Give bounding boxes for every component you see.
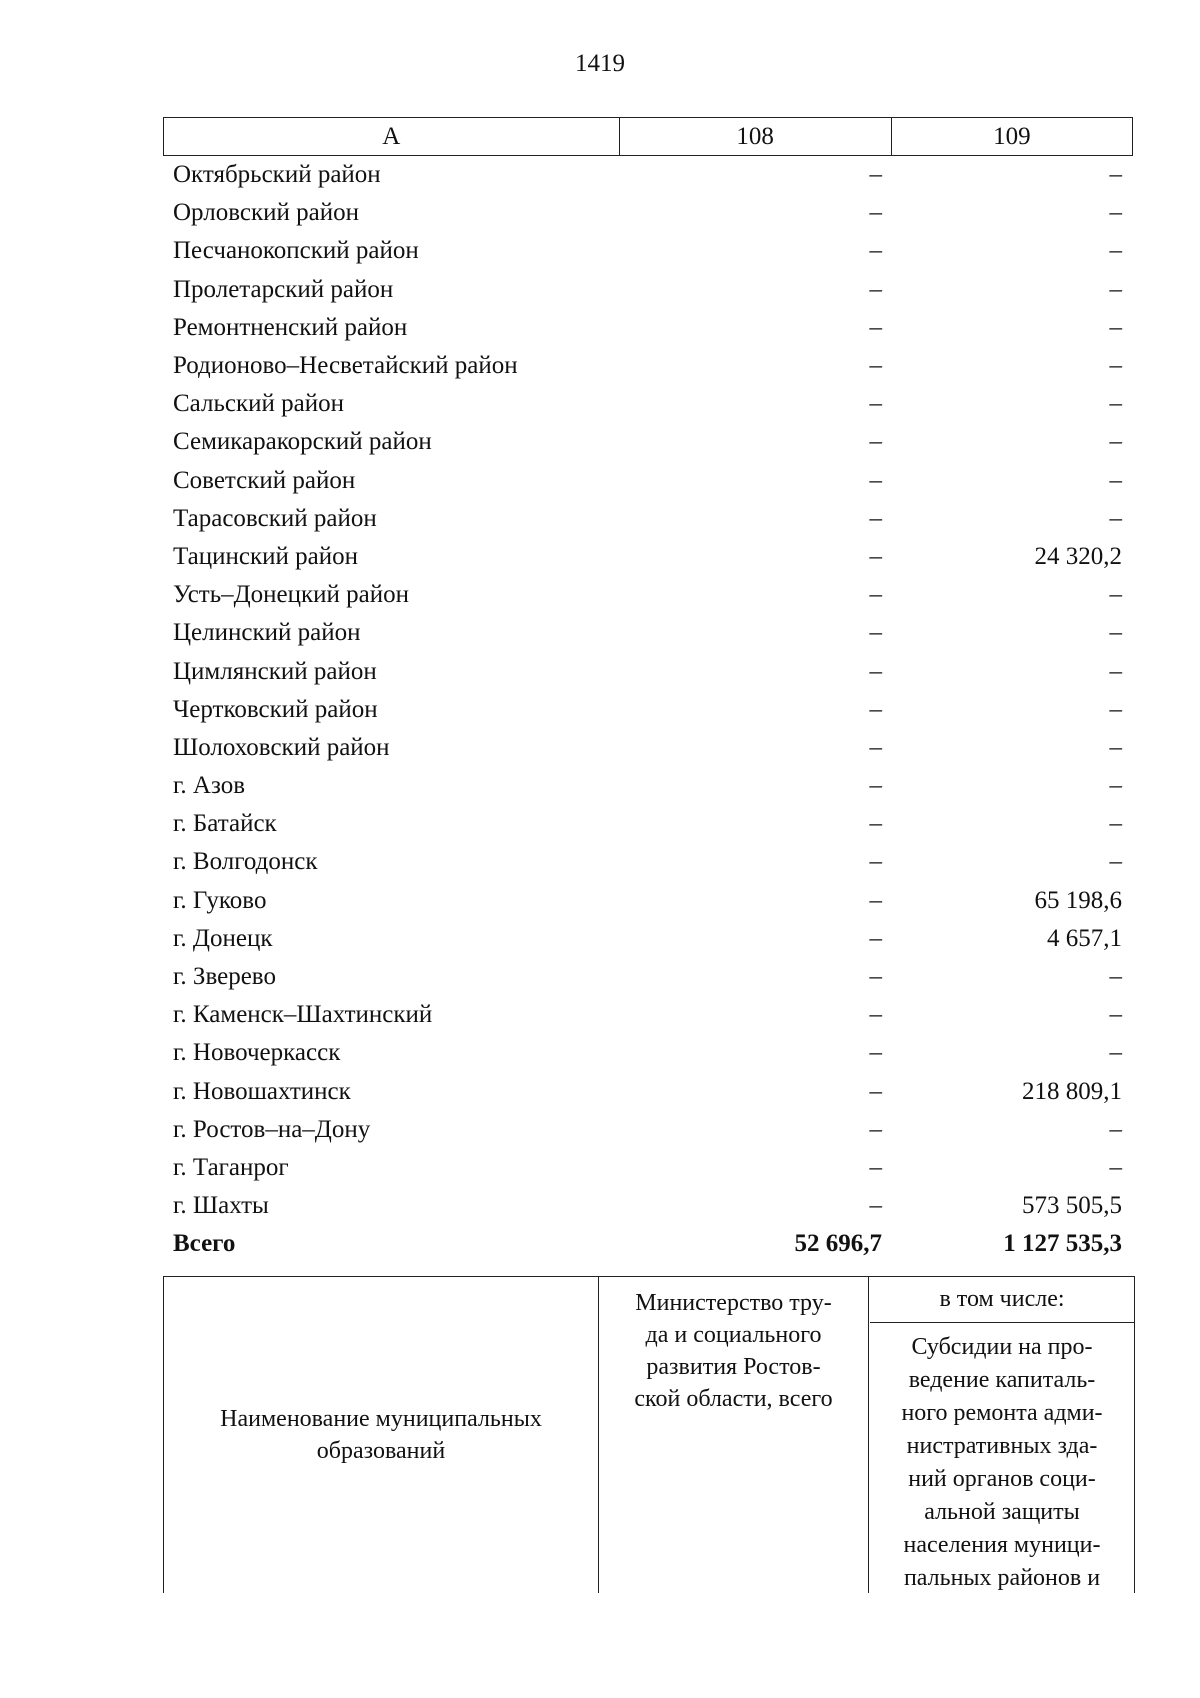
table-row	[163, 271, 1133, 309]
value-108: 52 696,7	[794, 1230, 882, 1258]
value-108: –	[869, 1192, 882, 1220]
column-header-109: 109	[891, 118, 1132, 156]
value-108: –	[869, 199, 882, 227]
value-108: –	[869, 504, 882, 532]
header-line: Субсидии на про-	[911, 1334, 1093, 1360]
table-row	[163, 691, 1133, 729]
municipality-name: Семикаракорский район	[173, 428, 432, 456]
table-row	[163, 538, 1133, 576]
table-row	[163, 882, 1133, 920]
municipality-name: Орловский район	[173, 199, 359, 227]
municipality-name-header	[164, 1277, 599, 1593]
value-108: –	[869, 963, 882, 991]
value-109: –	[1109, 848, 1122, 876]
value-108: –	[869, 1115, 882, 1143]
value-108: –	[869, 810, 882, 838]
header-line: образований	[316, 1438, 446, 1464]
table-row	[163, 423, 1133, 461]
value-108: –	[869, 313, 882, 341]
page-number: 1419	[575, 50, 625, 77]
table-row	[163, 958, 1133, 996]
value-108: –	[869, 275, 882, 303]
header-line: альной защиты	[924, 1499, 1080, 1525]
value-108: –	[869, 581, 882, 609]
table-row	[163, 920, 1133, 958]
header-line: Министерство тру-	[635, 1290, 832, 1316]
column-header-table	[163, 117, 1133, 156]
value-109: –	[1109, 1115, 1122, 1143]
value-108: –	[869, 695, 882, 723]
value-108: –	[869, 1039, 882, 1067]
municipality-name: Усть–Донецкий район	[173, 581, 410, 609]
table-row	[163, 805, 1133, 843]
table-row	[163, 194, 1133, 232]
municipality-name: Сальский район	[173, 390, 344, 418]
municipality-name: Октябрьский район	[173, 161, 381, 189]
header-line: ного ремонта адми-	[901, 1400, 1103, 1426]
municipality-name: г. Волгодонск	[173, 848, 318, 876]
value-108: –	[869, 657, 882, 685]
table-row	[163, 1073, 1133, 1111]
value-109: –	[1109, 657, 1122, 685]
value-109: –	[1109, 810, 1122, 838]
value-109: –	[1109, 504, 1122, 532]
table-row	[163, 232, 1133, 270]
value-109: –	[1109, 275, 1122, 303]
municipality-name: г. Донецк	[173, 924, 273, 952]
value-109: –	[1109, 1001, 1122, 1029]
value-109: –	[1109, 161, 1122, 189]
header-line: населения муници-	[903, 1532, 1101, 1558]
value-108: –	[869, 1001, 882, 1029]
table-row	[163, 1187, 1133, 1225]
table-row	[163, 309, 1133, 347]
municipality-name: Песчанокопский район	[173, 237, 419, 265]
table-row	[163, 500, 1133, 538]
header-line: пальных районов и	[903, 1565, 1101, 1591]
table-row	[163, 1034, 1133, 1072]
municipality-name: Всего	[173, 1230, 236, 1258]
value-109: –	[1109, 428, 1122, 456]
table-row	[163, 843, 1133, 881]
header-line: ний органов соци-	[908, 1466, 1096, 1492]
header-line: да и социального	[645, 1322, 822, 1348]
value-109: –	[1109, 1153, 1122, 1181]
value-108: –	[869, 352, 882, 380]
table-row	[163, 347, 1133, 385]
value-108: –	[869, 466, 882, 494]
value-109: –	[1109, 352, 1122, 380]
municipality-name: г. Батайск	[173, 810, 277, 838]
municipality-name: г. Таганрог	[173, 1153, 289, 1181]
column-header-row	[164, 118, 1133, 156]
table-row	[163, 1149, 1133, 1187]
municipality-name: г. Азов	[173, 772, 246, 800]
value-109: 573 505,5	[1022, 1192, 1122, 1220]
municipality-name: г. Шахты	[173, 1192, 269, 1220]
municipality-name: г. Новошахтинск	[173, 1077, 351, 1105]
municipality-name: Чертковский район	[173, 695, 378, 723]
header-line: развития Ростов-	[646, 1354, 821, 1380]
value-108: –	[869, 542, 882, 570]
value-108: –	[869, 619, 882, 647]
header-line: ведение капиталь-	[908, 1367, 1096, 1393]
value-109: –	[1109, 619, 1122, 647]
municipality-name: Цимлянский район	[173, 657, 377, 685]
column-header-a: А	[164, 118, 620, 156]
subsidy-header	[870, 1323, 1134, 1593]
table-row	[163, 156, 1133, 194]
municipality-name: г. Зверево	[173, 963, 276, 991]
value-109: 218 809,1	[1022, 1077, 1122, 1105]
table-row	[163, 729, 1133, 767]
value-109: –	[1109, 772, 1122, 800]
value-109: 1 127 535,3	[1003, 1230, 1122, 1258]
value-109: –	[1109, 581, 1122, 609]
value-108: –	[869, 733, 882, 761]
table-row	[163, 1111, 1133, 1149]
municipality-name: Родионово–Несветайский район	[173, 352, 518, 380]
municipality-name: г. Новочеркасск	[173, 1039, 341, 1067]
table-row	[163, 767, 1133, 805]
total-row	[163, 1225, 1133, 1263]
header-line: Наименование муниципальных	[220, 1406, 542, 1432]
value-109: –	[1109, 466, 1122, 494]
header-line: ской области, всего	[634, 1386, 833, 1412]
value-108: –	[869, 161, 882, 189]
value-108: –	[869, 772, 882, 800]
municipality-name: Советский район	[173, 466, 356, 494]
header-line: нистративных зда-	[906, 1433, 1098, 1459]
value-109: –	[1109, 199, 1122, 227]
value-108: –	[869, 1153, 882, 1181]
value-109: –	[1109, 313, 1122, 341]
column-header-108: 108	[619, 118, 891, 156]
value-109: 24 320,2	[1034, 542, 1122, 570]
value-109: –	[1109, 695, 1122, 723]
table-row	[163, 652, 1133, 690]
value-108: –	[869, 390, 882, 418]
continuation-table-header	[163, 1276, 1135, 1593]
value-108: –	[869, 237, 882, 265]
municipality-name: Пролетарский район	[173, 275, 394, 303]
municipality-name: Ремонтненский район	[173, 313, 408, 341]
ministry-total-header	[599, 1277, 869, 1593]
table-row	[163, 996, 1133, 1034]
value-109: –	[1109, 390, 1122, 418]
value-109: –	[1109, 963, 1122, 991]
value-108: –	[869, 924, 882, 952]
municipality-name: Тацинский район	[173, 542, 358, 570]
data-rows	[163, 156, 1133, 1263]
municipality-name: Тарасовский район	[173, 504, 377, 532]
value-108: –	[869, 886, 882, 914]
table-row	[163, 462, 1133, 500]
value-108: –	[869, 848, 882, 876]
municipality-name: Целинский район	[173, 619, 361, 647]
table-row	[163, 385, 1133, 423]
including-header: в том числе:	[870, 1277, 1134, 1323]
value-109: 65 198,6	[1034, 886, 1122, 914]
municipality-name: г. Ростов–на–Дону	[173, 1115, 371, 1143]
municipality-name: г. Каменск–Шахтинский	[173, 1001, 433, 1029]
value-109: 4 657,1	[1047, 924, 1122, 952]
value-109: –	[1109, 1039, 1122, 1067]
value-108: –	[869, 428, 882, 456]
municipality-name: г. Гуково	[173, 886, 267, 914]
value-109: –	[1109, 237, 1122, 265]
table-row	[163, 614, 1133, 652]
municipality-name: Шолоховский район	[173, 733, 390, 761]
table-row	[163, 576, 1133, 614]
value-109: –	[1109, 733, 1122, 761]
value-108: –	[869, 1077, 882, 1105]
